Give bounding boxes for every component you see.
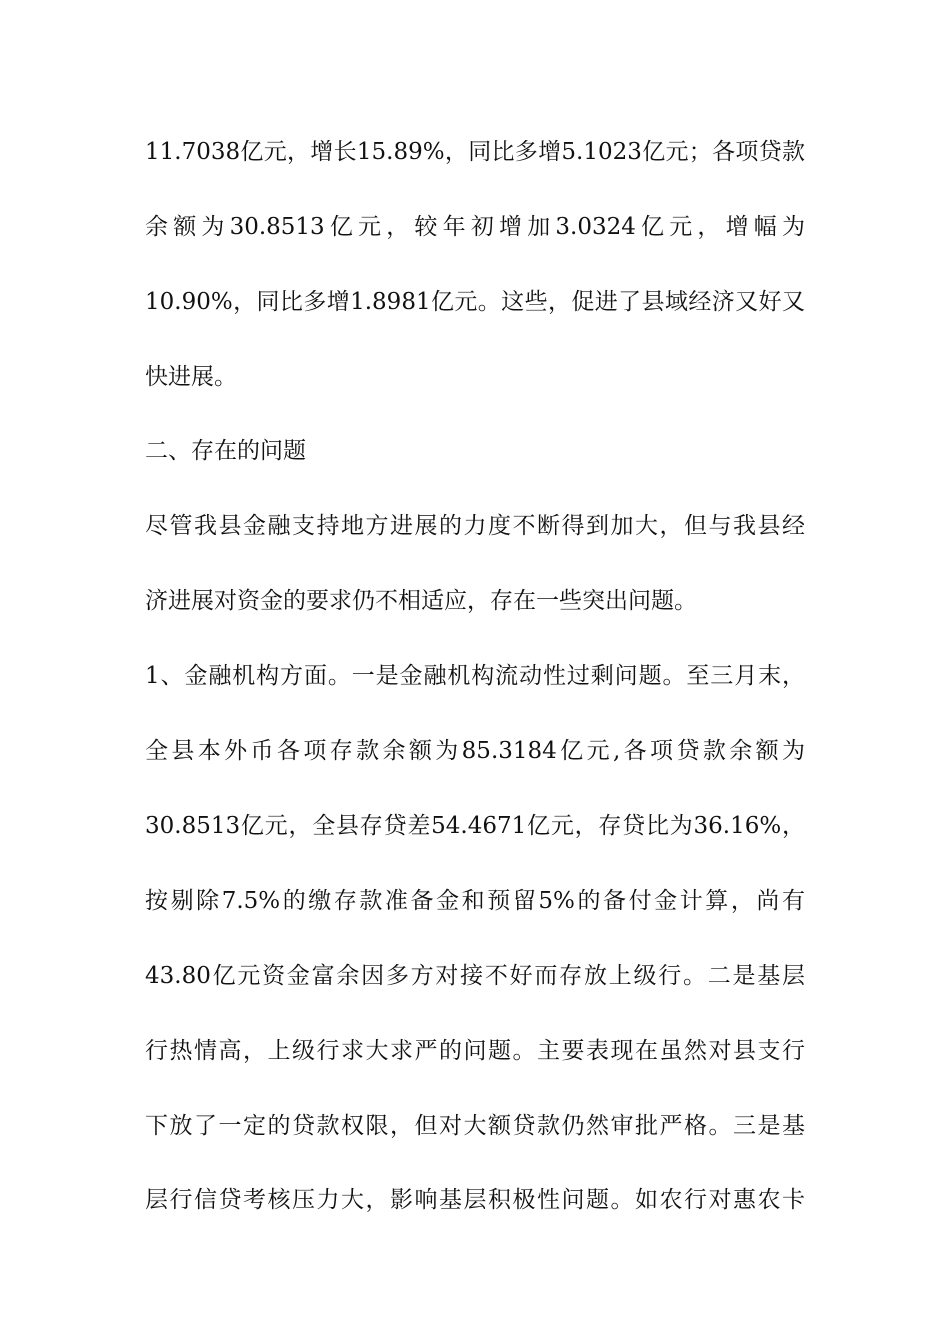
text-line-6: 尽管我县金融支持地方进展的力度不断得到加大，但与我县经 [145,513,805,539]
text-line-9: 全县本外币各项存款余额为85.3184亿元,各项贷款余额为 [145,738,805,764]
section-heading: 二、存在的问题 [145,438,306,464]
text-line-2: 余额为30.8513亿元，较年初增加3.0324亿元，增幅为 [145,214,805,240]
text-line-8: 1、金融机构方面。一是金融机构流动性过剩问题。至三月末， [145,663,805,689]
text-line-15: 层行信贷考核压力大，影响基层积极性问题。如农行对惠农卡 [145,1187,805,1213]
text-line-12: 43.80亿元资金富余因多方对接不好而存放上级行。二是基层 [145,963,805,989]
text-line-11: 按剔除7.5%的缴存款准备金和预留5%的备付金计算，尚有 [145,888,805,914]
text-line-14: 下放了一定的贷款权限，但对大额贷款仍然审批严格。三是基 [145,1113,805,1139]
text-line-4: 快进展。 [145,364,237,390]
text-line-13: 行热情高，上级行求大求严的问题。主要表现在虽然对县支行 [145,1038,805,1064]
text-line-10: 30.8513亿元，全县存贷差54.4671亿元，存贷比为36.16%， [145,813,805,839]
text-line-1: 11.7038亿元，增长15.89%，同比多增5.1023亿元；各项贷款 [145,139,805,165]
text-line-3: 10.90%，同比多增1.8981亿元。这些，促进了县域经济又好又 [145,289,805,315]
text-line-7: 济进展对资金的要求仍不相适应，存在一些突出问题。 [145,588,697,614]
